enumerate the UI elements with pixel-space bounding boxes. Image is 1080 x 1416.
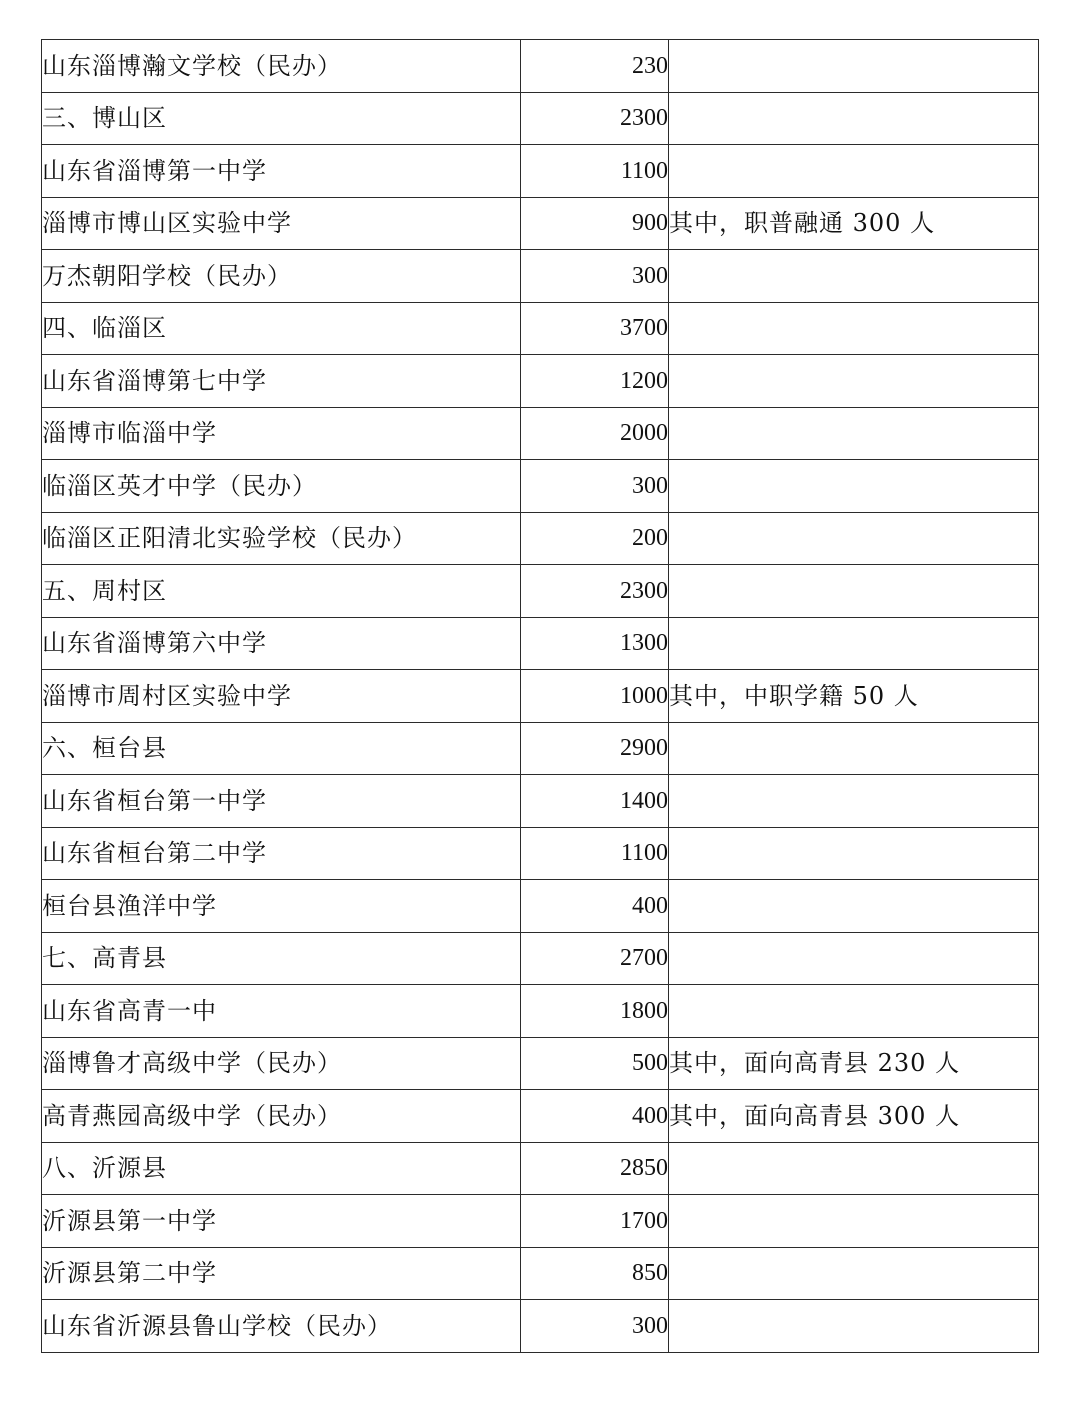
enrollment-count-cell: 500 <box>521 1037 669 1090</box>
table-row <box>42 565 1039 618</box>
table-body <box>42 40 1039 1353</box>
school-name-cell: 山东省高青一中 <box>42 985 521 1038</box>
enrollment-count-cell: 300 <box>521 1300 669 1353</box>
remark-cell <box>669 617 1039 670</box>
enrollment-count-cell: 1100 <box>521 145 669 198</box>
school-name-cell: 桓台县渔洋中学 <box>42 880 521 933</box>
table-row <box>42 827 1039 880</box>
table-row <box>42 460 1039 513</box>
school-name-cell: 山东省淄博第一中学 <box>42 145 521 198</box>
school-name-cell: 临淄区英才中学（民办） <box>42 460 521 513</box>
table-row <box>42 1300 1039 1353</box>
enrollment-count-cell: 1000 <box>521 670 669 723</box>
remark-cell <box>669 460 1039 513</box>
table-row <box>42 250 1039 303</box>
enrollment-count-cell: 2850 <box>521 1142 669 1195</box>
enrollment-count-cell: 2900 <box>521 722 669 775</box>
remark-cell <box>669 775 1039 828</box>
school-name-cell: 淄博市博山区实验中学 <box>42 197 521 250</box>
school-name-cell: 沂源县第一中学 <box>42 1195 521 1248</box>
school-name-cell: 万杰朝阳学校（民办） <box>42 250 521 303</box>
enrollment-count-cell: 230 <box>521 40 669 93</box>
school-name-cell: 四、临淄区 <box>42 302 521 355</box>
school-name-cell: 淄博市临淄中学 <box>42 407 521 460</box>
table-row <box>42 512 1039 565</box>
remark-cell <box>669 827 1039 880</box>
remark-cell <box>669 407 1039 460</box>
enrollment-count-cell: 850 <box>521 1247 669 1300</box>
school-name-cell: 高青燕园高级中学（民办） <box>42 1090 521 1143</box>
school-name-cell: 三、博山区 <box>42 92 521 145</box>
remark-cell <box>669 302 1039 355</box>
school-name-cell: 山东省淄博第六中学 <box>42 617 521 670</box>
table-row <box>42 985 1039 1038</box>
remark-cell: 其中，面向高青县 230 人 <box>669 1037 1039 1090</box>
remark-cell: 其中，面向高青县 300 人 <box>669 1090 1039 1143</box>
school-name-cell: 沂源县第二中学 <box>42 1247 521 1300</box>
school-name-cell: 山东省淄博第七中学 <box>42 355 521 408</box>
school-name-cell: 七、高青县 <box>42 932 521 985</box>
remark-cell <box>669 565 1039 618</box>
school-name-cell: 五、周村区 <box>42 565 521 618</box>
enrollment-count-cell: 400 <box>521 1090 669 1143</box>
table-row <box>42 407 1039 460</box>
enrollment-count-cell: 300 <box>521 250 669 303</box>
enrollment-count-cell: 2300 <box>521 565 669 618</box>
table-row <box>42 355 1039 408</box>
school-name-cell: 山东省桓台第二中学 <box>42 827 521 880</box>
remark-cell <box>669 985 1039 1038</box>
enrollment-count-cell: 1800 <box>521 985 669 1038</box>
remark-cell <box>669 1247 1039 1300</box>
school-name-cell: 山东省桓台第一中学 <box>42 775 521 828</box>
school-name-cell: 八、沂源县 <box>42 1142 521 1195</box>
table-row <box>42 1195 1039 1248</box>
school-name-cell: 淄博鲁才高级中学（民办） <box>42 1037 521 1090</box>
remark-cell <box>669 145 1039 198</box>
table-row <box>42 932 1039 985</box>
remark-cell <box>669 880 1039 933</box>
school-name-cell: 山东省沂源县鲁山学校（民办） <box>42 1300 521 1353</box>
remark-cell <box>669 92 1039 145</box>
remark-cell <box>669 250 1039 303</box>
table-row <box>42 40 1039 93</box>
table-row <box>42 302 1039 355</box>
remark-cell <box>669 1195 1039 1248</box>
school-name-cell: 六、桓台县 <box>42 722 521 775</box>
table-row <box>42 670 1039 723</box>
enrollment-count-cell: 2700 <box>521 932 669 985</box>
table-row <box>42 1247 1039 1300</box>
table-row <box>42 145 1039 198</box>
enrollment-count-cell: 3700 <box>521 302 669 355</box>
table-row <box>42 880 1039 933</box>
enrollment-count-cell: 200 <box>521 512 669 565</box>
enrollment-count-cell: 1100 <box>521 827 669 880</box>
enrollment-count-cell: 2300 <box>521 92 669 145</box>
table-row <box>42 617 1039 670</box>
table-row <box>42 92 1039 145</box>
remark-cell <box>669 512 1039 565</box>
remark-cell <box>669 1300 1039 1353</box>
table-row <box>42 1142 1039 1195</box>
enrollment-count-cell: 1700 <box>521 1195 669 1248</box>
enrollment-count-cell: 2000 <box>521 407 669 460</box>
enrollment-count-cell: 1400 <box>521 775 669 828</box>
table-row <box>42 775 1039 828</box>
remark-cell <box>669 722 1039 775</box>
remark-cell <box>669 355 1039 408</box>
table-row <box>42 1090 1039 1143</box>
school-name-cell: 临淄区正阳清北实验学校（民办） <box>42 512 521 565</box>
remark-cell <box>669 1142 1039 1195</box>
table-row <box>42 197 1039 250</box>
remark-cell: 其中，职普融通 300 人 <box>669 197 1039 250</box>
remark-cell <box>669 40 1039 93</box>
remark-cell: 其中，中职学籍 50 人 <box>669 670 1039 723</box>
enrollment-count-cell: 300 <box>521 460 669 513</box>
school-name-cell: 山东淄博瀚文学校（民办） <box>42 40 521 93</box>
enrollment-count-cell: 400 <box>521 880 669 933</box>
remark-cell <box>669 932 1039 985</box>
enrollment-count-cell: 1200 <box>521 355 669 408</box>
enrollment-count-cell: 1300 <box>521 617 669 670</box>
enrollment-count-cell: 900 <box>521 197 669 250</box>
table-row <box>42 722 1039 775</box>
table-row <box>42 1037 1039 1090</box>
school-name-cell: 淄博市周村区实验中学 <box>42 670 521 723</box>
enrollment-table <box>41 39 1039 1353</box>
